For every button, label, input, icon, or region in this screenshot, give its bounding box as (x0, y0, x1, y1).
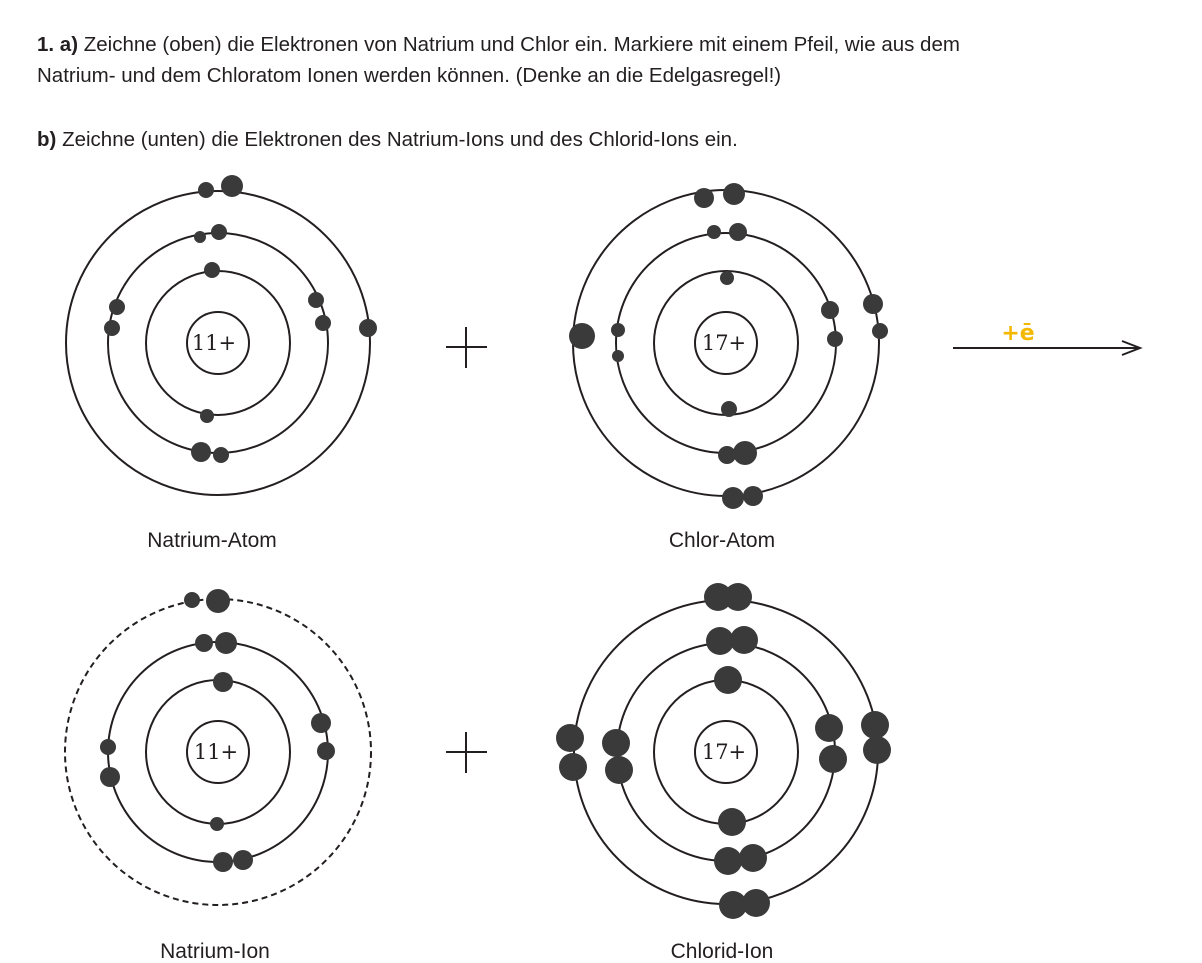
nucleus-charge: 11+ (191, 331, 237, 355)
plus-sign-top (446, 327, 487, 368)
nucleus-charge: 17+ (701, 331, 747, 355)
reaction-arrow (953, 321, 1140, 355)
sodium-atom-label: Natrium-Atom (147, 529, 277, 552)
task-b-number: b) (37, 128, 57, 151)
nucleus-charge: 11+ (193, 740, 239, 764)
sodium-ion-diagram (65, 589, 371, 963)
task-a-line2: Natrium- und dem Chloratom Ionen werden können. (Denke an die Edelgasregel!) (37, 64, 782, 87)
chlorine-atom-diagram (569, 183, 888, 552)
task-a-text: Zeichne (oben) die Elektronen von Natrium und Chlor ein. Markiere mit einem Pfeil, wie aus dem (83, 33, 960, 56)
sodium-ion-label: Natrium-Ion (160, 940, 270, 963)
task-b-text: Zeichne (unten) die Elektronen des Natrium-Ions und des Chlorid-Ions ein. (62, 128, 738, 151)
electron-annotation: +ē (1001, 321, 1035, 346)
nucleus-charge: 17+ (701, 740, 747, 764)
plus-sign-bottom (446, 732, 487, 773)
sodium-atom-diagram (66, 175, 377, 552)
electrons (104, 175, 377, 463)
chloride-ion-diagram (556, 583, 891, 963)
task-a-number: 1. a) (37, 33, 79, 56)
electrons (100, 589, 335, 872)
chloride-ion-label: Chlorid-Ion (670, 940, 774, 963)
chlorine-atom-label: Chlor-Atom (668, 529, 776, 552)
